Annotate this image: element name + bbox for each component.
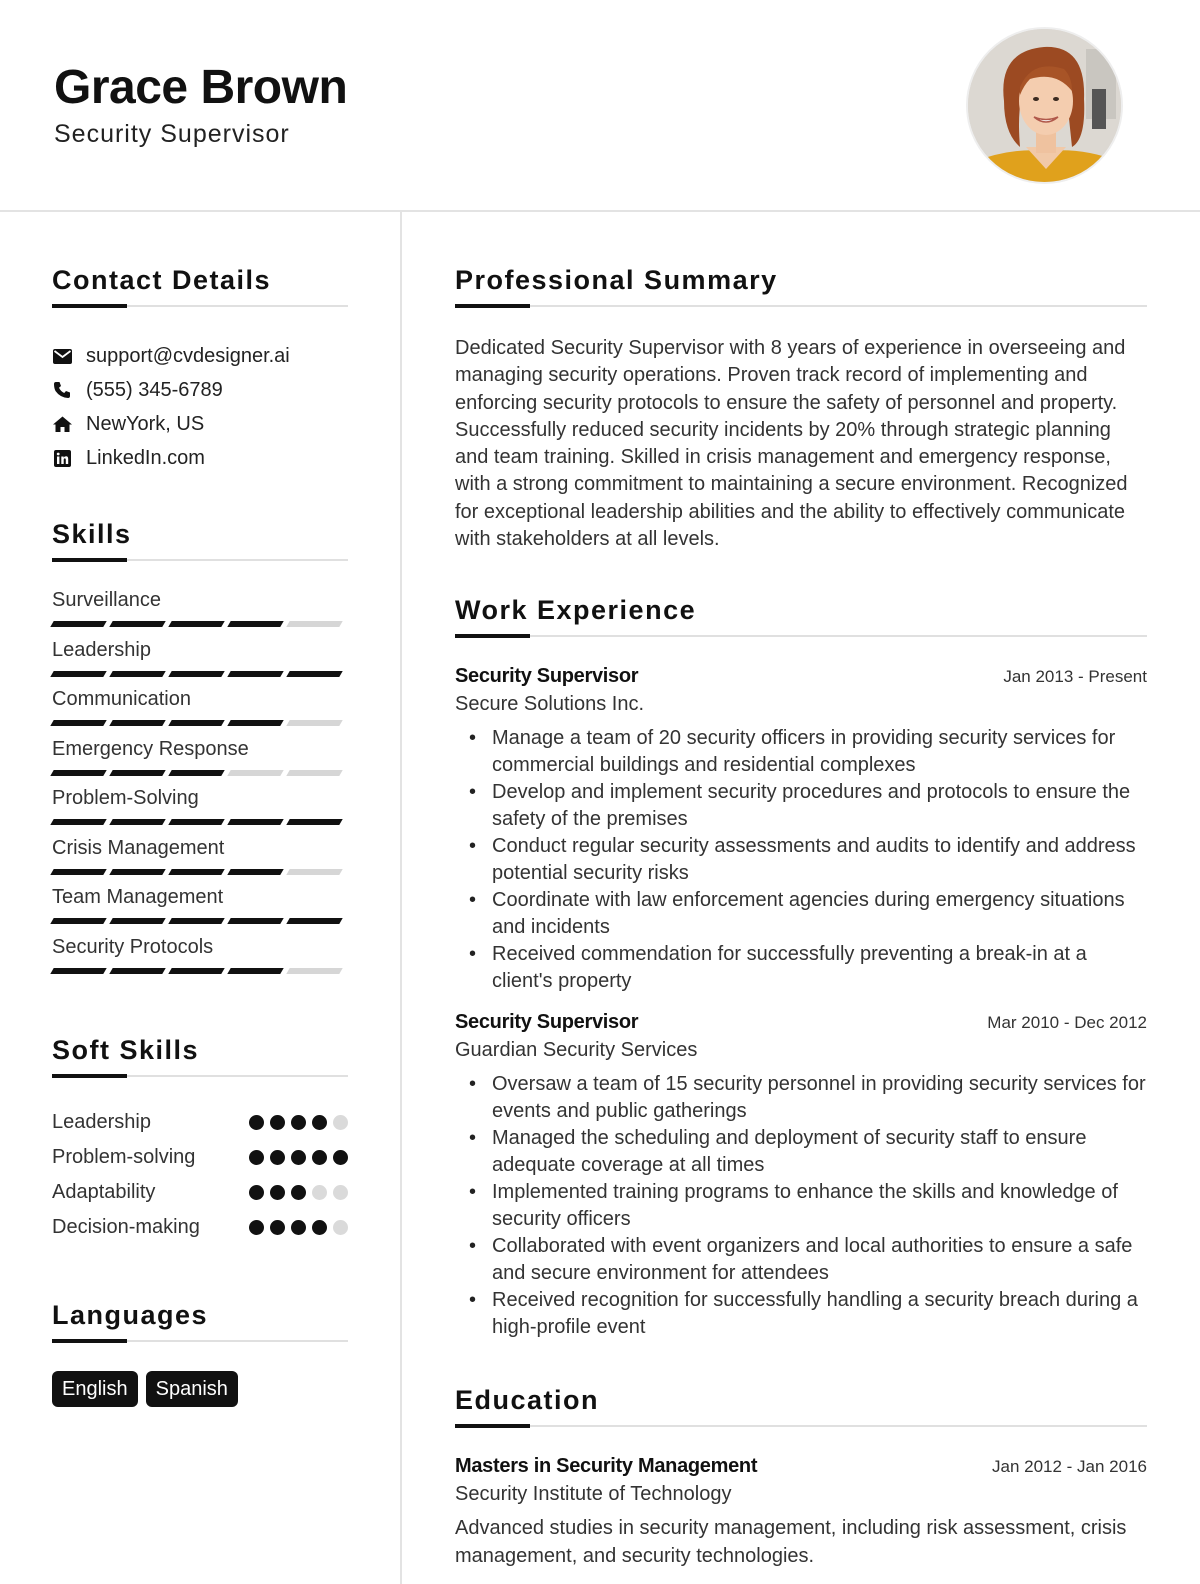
contact-linkedin[interactable] xyxy=(52,441,348,475)
soft-skill-name: Adaptability xyxy=(52,1181,156,1203)
column-divider xyxy=(400,212,402,1584)
skill-name: Surveillance xyxy=(52,589,161,611)
skill-level-segment xyxy=(227,720,283,726)
job-bullet: • Conduct regular security assessments and audits to identify and address potential security risks xyxy=(455,833,1147,887)
candidate-role: Security Supervisor xyxy=(54,120,290,148)
phone-icon xyxy=(52,380,72,400)
skill-level-segment xyxy=(227,869,283,875)
skills-heading: Skills xyxy=(52,519,348,561)
rating-dot xyxy=(270,1150,285,1165)
languages-heading: Languages xyxy=(52,1300,348,1342)
skill-level-bars xyxy=(52,621,348,627)
skill-level-bars xyxy=(52,770,348,776)
languages-section xyxy=(52,1300,348,1407)
job-entry xyxy=(455,665,1147,995)
skill-name: Team Management xyxy=(52,886,224,908)
skill-level-segment xyxy=(286,819,342,825)
summary-text: Dedicated Security Supervisor with 8 years of experience in overseeing and managing security operations. Proven track record of implementing and enforcing security protocols to ensure the safety of personnel and property. Successfully reduced security incidents by 20% through strategic planning and team training. Skilled in crisis management and emergency response, with a strong commitment to maintaining a secure environment. Recognized for exceptional leadership abilities and the ability to effectively communicate with stakeholders at all levels. xyxy=(455,337,1128,551)
skill-level-segment xyxy=(286,770,342,776)
skill-level-segment xyxy=(286,720,342,726)
soft-skills-heading: Soft Skills xyxy=(52,1035,348,1077)
resume-header xyxy=(0,0,1200,212)
skill-name: Crisis Management xyxy=(52,836,225,859)
contact-linkedin-text: LinkedIn.com xyxy=(86,446,205,469)
left-column xyxy=(52,212,348,1407)
job-company: Guardian Security Services xyxy=(455,1039,698,1062)
skill-item xyxy=(52,934,348,984)
rating-dot xyxy=(333,1185,348,1200)
language-badge: English xyxy=(52,1371,138,1407)
rating-dot xyxy=(291,1185,306,1200)
skill-level-segment xyxy=(50,819,106,825)
skill-level-segment xyxy=(227,770,283,776)
skill-level-bars xyxy=(52,918,348,924)
skill-level-segment xyxy=(50,918,106,924)
job-bullet: • Oversaw a team of 15 security personnel in providing security services for events and public gatherings xyxy=(455,1071,1147,1125)
job-bullets xyxy=(455,1071,1147,1341)
skill-level-segment xyxy=(109,671,165,677)
rating-dot xyxy=(270,1115,285,1130)
skill-level-segment xyxy=(286,621,342,627)
skill-name: Leadership xyxy=(52,638,151,661)
skill-item xyxy=(52,835,348,885)
skill-item xyxy=(52,785,348,835)
skills-list xyxy=(52,587,348,983)
skill-level-segment xyxy=(168,770,224,776)
skill-level-segment xyxy=(227,671,283,677)
skill-level-bars xyxy=(52,720,348,726)
contact-email[interactable] xyxy=(52,339,348,373)
soft-skill-item xyxy=(52,1105,348,1140)
job-bullet: • Coordinate with law enforcement agencies during emergency situations and incidents xyxy=(455,887,1147,941)
skill-level-segment xyxy=(109,720,165,726)
education-section xyxy=(455,1385,1147,1570)
skill-item xyxy=(52,736,348,786)
home-icon xyxy=(52,414,72,434)
envelope-icon xyxy=(52,346,72,366)
skill-level-segment xyxy=(227,621,283,627)
rating-dot xyxy=(333,1220,348,1235)
skill-level-segment xyxy=(168,869,224,875)
rating-dot xyxy=(249,1220,264,1235)
skill-level-segment xyxy=(109,770,165,776)
job-bullet: • Manage a team of 20 security officers in providing security services for commercial buildings and residential complexes xyxy=(455,725,1147,779)
skill-level-segment xyxy=(109,968,165,974)
rating-dot xyxy=(249,1185,264,1200)
rating-dot xyxy=(333,1150,348,1165)
skill-item xyxy=(52,587,348,637)
rating-dot xyxy=(270,1185,285,1200)
skill-item xyxy=(52,637,348,687)
job-bullet: • Develop and implement security procedures and protocols to ensure the safety of the premises xyxy=(455,779,1147,833)
soft-skill-item xyxy=(52,1140,348,1175)
skill-level-segment xyxy=(227,968,283,974)
contact-email-text: support@cvdesigner.ai xyxy=(86,344,290,367)
experience-section xyxy=(455,595,1147,1341)
rating-dot xyxy=(291,1220,306,1235)
job-bullet: • Collaborated with event organizers and local authorities to ensure a safe and secure environment for attendees xyxy=(455,1233,1147,1287)
rating-dot xyxy=(270,1220,285,1235)
soft-skill-rating xyxy=(249,1150,348,1165)
contact-phone-text: (555) 345-6789 xyxy=(86,378,223,401)
skill-level-bars xyxy=(52,869,348,875)
job-company: Secure Solutions Inc. xyxy=(455,693,644,716)
skill-level-segment xyxy=(168,720,224,726)
skill-level-segment xyxy=(109,621,165,627)
skill-level-segment xyxy=(286,869,342,875)
skill-level-segment xyxy=(50,671,106,677)
soft-skill-rating xyxy=(249,1185,348,1200)
right-column xyxy=(455,212,1147,1570)
soft-skill-item xyxy=(52,1175,348,1210)
soft-skill-name: Problem-solving xyxy=(52,1146,196,1168)
rating-dot xyxy=(249,1115,264,1130)
soft-skills-list xyxy=(52,1105,348,1245)
skill-level-segment xyxy=(286,671,342,677)
skill-level-segment xyxy=(168,671,224,677)
rating-dot xyxy=(249,1150,264,1165)
job-bullets xyxy=(455,725,1147,995)
job-bullet: • Received commendation for successfully preventing a break-in at a client's property xyxy=(455,941,1147,995)
soft-skill-item xyxy=(52,1210,348,1245)
linkedin-icon xyxy=(52,448,72,468)
experience-heading: Work Experience xyxy=(455,595,1147,637)
skill-level-segment xyxy=(50,869,106,875)
skills-section xyxy=(52,519,348,983)
contact-section xyxy=(52,265,348,475)
skill-level-segment xyxy=(168,918,224,924)
skill-level-segment xyxy=(50,968,106,974)
summary-section xyxy=(455,265,1147,553)
rating-dot xyxy=(312,1115,327,1130)
skill-level-segment xyxy=(109,869,165,875)
job-bullet: • Implemented training programs to enhance the skills and knowledge of security officers xyxy=(455,1179,1147,1233)
contact-location-text: NewYork, US xyxy=(86,412,205,435)
skill-item xyxy=(52,686,348,736)
job-entry xyxy=(455,1011,1147,1341)
skill-level-bars xyxy=(52,671,348,677)
profile-photo xyxy=(966,27,1123,184)
education-entry xyxy=(455,1455,1147,1570)
contact-phone[interactable] xyxy=(52,373,348,407)
education-description: Advanced studies in security management, including risk assessment, crisis management, and security technologies. xyxy=(455,1517,1127,1567)
soft-skills-section xyxy=(52,1035,348,1245)
skill-level-segment xyxy=(50,770,106,776)
candidate-name: Grace Brown xyxy=(54,61,348,114)
rating-dot xyxy=(333,1115,348,1130)
skill-level-segment xyxy=(50,621,106,627)
job-bullet: • Received recognition for successfully handling a security breach during a high-profile event xyxy=(455,1287,1147,1341)
summary-heading: Professional Summary xyxy=(455,265,1147,307)
skill-name: Security Protocols xyxy=(52,935,214,958)
rating-dot xyxy=(291,1115,306,1130)
soft-skill-name: Decision-making xyxy=(52,1216,200,1238)
job-date: Jan 2013 - Present xyxy=(1003,667,1147,687)
skill-level-bars xyxy=(52,819,348,825)
skill-name: Communication xyxy=(52,688,191,710)
rating-dot xyxy=(291,1150,306,1165)
rating-dot xyxy=(312,1220,327,1235)
education-heading: Education xyxy=(455,1385,1147,1427)
job-bullet: • Managed the scheduling and deployment of security staff to ensure adequate coverage at all times xyxy=(455,1125,1147,1179)
skill-level-segment xyxy=(50,720,106,726)
languages-list xyxy=(52,1371,348,1407)
skill-level-segment xyxy=(227,819,283,825)
contact-location xyxy=(52,407,348,441)
skill-name: Problem-Solving xyxy=(52,787,199,809)
skill-level-segment xyxy=(109,918,165,924)
skill-level-segment xyxy=(168,968,224,974)
skill-level-segment xyxy=(168,819,224,825)
skill-name: Emergency Response xyxy=(52,737,249,760)
rating-dot xyxy=(312,1185,327,1200)
skill-item xyxy=(52,884,348,934)
skill-level-segment xyxy=(286,918,342,924)
skill-level-segment xyxy=(168,621,224,627)
degree-title: Masters in Security Management xyxy=(455,1455,758,1478)
contact-heading: Contact Details xyxy=(52,265,348,307)
soft-skill-rating xyxy=(249,1115,348,1130)
skill-level-segment xyxy=(109,819,165,825)
education-date: Jan 2012 - Jan 2016 xyxy=(991,1457,1147,1477)
job-title: Security Supervisor xyxy=(455,1011,639,1034)
skill-level-segment xyxy=(286,968,342,974)
skill-level-segment xyxy=(227,918,283,924)
language-badge: Spanish xyxy=(146,1371,238,1407)
job-date: Mar 2010 - Dec 2012 xyxy=(987,1013,1147,1033)
job-title: Security Supervisor xyxy=(455,665,639,688)
soft-skill-rating xyxy=(249,1220,348,1235)
soft-skill-name: Leadership xyxy=(52,1111,151,1133)
rating-dot xyxy=(312,1150,327,1165)
skill-level-bars xyxy=(52,968,348,974)
school-name: Security Institute of Technology xyxy=(455,1483,732,1506)
